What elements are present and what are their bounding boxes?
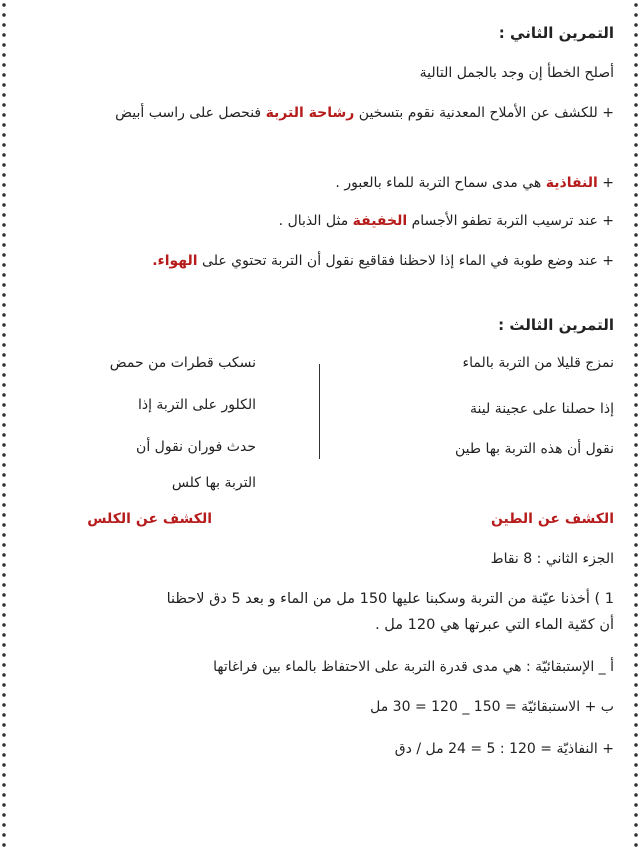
part-2-title: الجزء الثاني : 8 نقاط <box>490 551 614 567</box>
question-1-continued: أن كمّية الماء التي عبرتها هي 120 مل . <box>375 617 614 633</box>
sentence-4-start: + عند وضع طوبة في الماء إذا لاحظنا فقاقيع نقول أن التربة تحتوي على <box>202 253 614 269</box>
sentence-2 <box>26 172 614 194</box>
left-dotted-border <box>0 0 8 848</box>
sentence-3-end: مثل الذبال . <box>278 213 349 229</box>
sentence-3-start: + عند ترسيب التربة تطفو الأجسام <box>411 213 614 229</box>
sentence-1-end: فنحصل على راسب أبيض <box>115 105 262 121</box>
sentence-4-highlight: الهواء. <box>152 253 198 269</box>
right-column-line-2: إذا حصلنا على عجينة لينة <box>470 401 614 417</box>
right-column-line-3: نقول أن هذه التربة بها طين <box>454 441 614 457</box>
left-column-line-4: التربة بها كلس <box>171 475 256 491</box>
clay-test-result: الكشف عن الطين <box>490 511 614 527</box>
sentence-1-start: + للكشف عن الأملاح المعدنية نقوم بتسخين <box>358 105 614 121</box>
left-column-line-1: نسكب قطرات من حمض <box>109 355 256 371</box>
sentence-2-highlight: النفاذية <box>545 175 598 191</box>
lime-test-result: الكشف عن الكلس <box>87 511 212 527</box>
exercise-2-instruction: أصلح الخطأ إن وجد بالجمل التالية <box>419 65 614 81</box>
sentence-4 <box>26 248 614 274</box>
worksheet-page <box>22 8 618 844</box>
answer-c: + النفاذيّة = 120 : 5 = 24 مل / دق <box>394 741 614 757</box>
sentence-1-highlight: رشاحة التربة <box>265 105 355 121</box>
exercise-2-title: التمرين الثاني : <box>498 24 614 42</box>
left-column-line-3: حدث فوران نقول أن <box>136 439 256 455</box>
sentence-3 <box>26 210 614 232</box>
exercise-3-title: التمرين الثالث : <box>498 316 614 334</box>
sentence-3-highlight: الخفيفة <box>352 213 408 229</box>
sentence-2-plus: + <box>602 175 614 191</box>
sentence-2-end: هي مدى سماح التربة للماء بالعبور . <box>335 175 542 191</box>
left-column-line-2: الكلور على التربة إذا <box>137 397 256 413</box>
right-dotted-border <box>632 0 640 848</box>
sentence-1 <box>26 100 614 126</box>
answer-b: ب + الاستبقائيّة = 150 _ 120 = 30 مل <box>370 699 614 715</box>
question-1: 1 ) أخذنا عيّنة من التربة وسكبنا عليها 150 مل من الماء و بعد 5 دق لاحظنا <box>166 591 614 607</box>
column-divider <box>319 364 320 459</box>
right-column-line-1: نمزج قليلا من التربة بالماء <box>462 355 614 371</box>
answer-a: أ _ الإستبقائيّة : هي مدى قدرة التربة على الاحتفاظ بالماء بين فراغاتها <box>213 659 614 675</box>
